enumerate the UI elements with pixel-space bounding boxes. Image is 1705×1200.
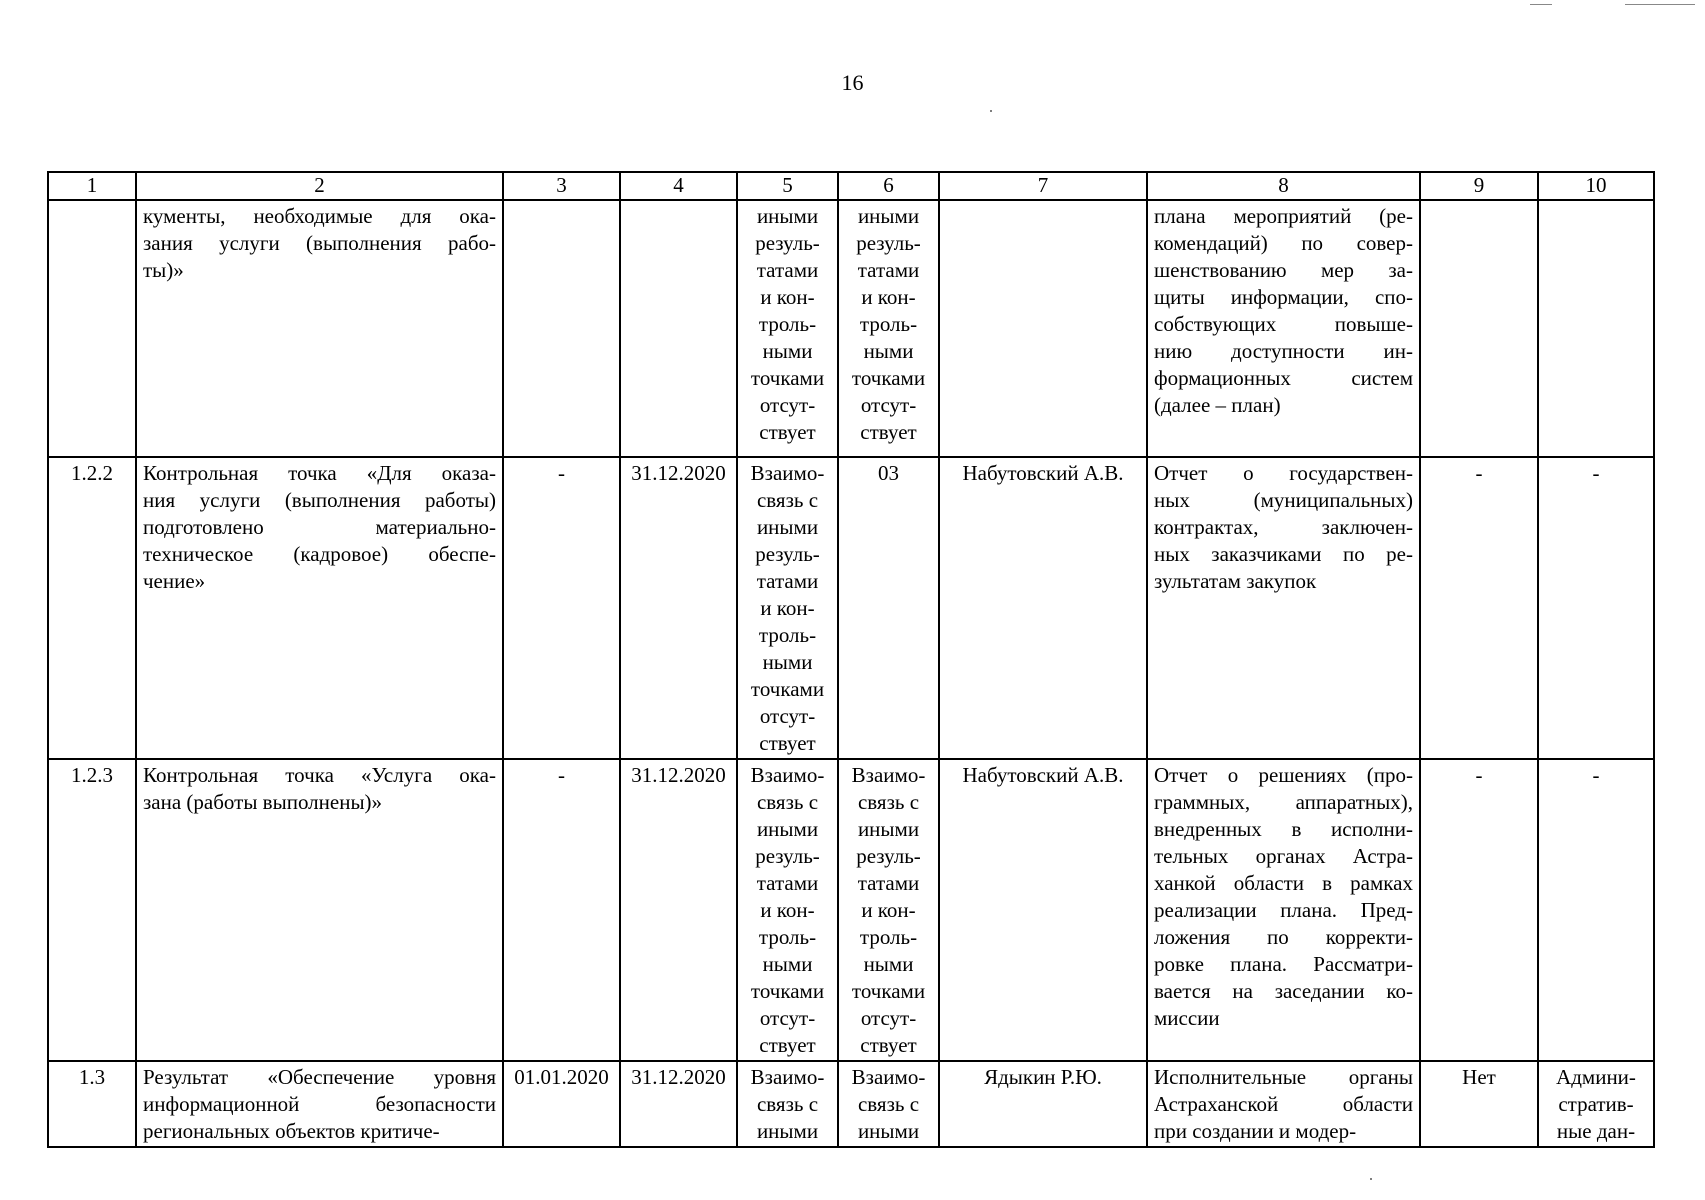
column-header: 1 (48, 172, 136, 200)
successor-cell (838, 457, 939, 759)
cell-text-line: и кон- (760, 596, 815, 620)
cell-text-line: связь с (756, 790, 819, 814)
description-cell (136, 457, 503, 759)
cell-text-line: плана мероприятий (ре- (1154, 204, 1413, 228)
cell-text-line: (далее – план) (1154, 393, 1281, 417)
cell-text-line: и кон- (760, 898, 815, 922)
cell-text: 31.12.2020 (631, 461, 726, 485)
description-cell (136, 759, 503, 1061)
item-number-cell (48, 200, 136, 457)
cell-text: - (558, 461, 565, 485)
plan-table (47, 171, 1655, 1148)
column-header: 3 (503, 172, 620, 200)
document-cell (1147, 457, 1420, 759)
cell-text: 1.2.2 (71, 461, 113, 485)
cell-text: - (1592, 763, 1600, 787)
cell-text-line: ложения по корректи- (1154, 925, 1413, 949)
cell-text-line: ствует (860, 1033, 917, 1057)
column-header: 5 (737, 172, 838, 200)
cell-text-line: кументы, необходимые для ока- (143, 204, 496, 228)
responsible-cell (939, 457, 1147, 759)
source-cell (1538, 457, 1654, 759)
cell-text-line: и кон- (760, 285, 815, 309)
cell-text-line: Контрольная точка «Услуга ока- (143, 763, 496, 787)
cell-text: 1.3 (78, 1065, 106, 1089)
responsible-cell (939, 759, 1147, 1061)
cell-text-line: ными (863, 339, 914, 363)
responsible-cell (939, 200, 1147, 457)
cell-text-line: внедренных в исполни- (1154, 817, 1413, 841)
cell-text-line: резуль- (755, 844, 820, 868)
cell-text-line: информационной безопасности (143, 1092, 496, 1116)
cell-text-line: татами (857, 871, 920, 895)
cell-text-line: контрактах, заключен- (1154, 515, 1413, 539)
cell-text-line: щиты информации, спо- (1154, 285, 1413, 309)
cell-text-line: Админи- (1556, 1065, 1636, 1089)
cell-text-line: отсут- (860, 1006, 917, 1030)
cell-text-line: резуль- (755, 542, 820, 566)
document-cell (1147, 759, 1420, 1061)
description-cell (136, 1061, 503, 1147)
cell-text-line: отсут- (860, 393, 917, 417)
cell-text-line: 03 (878, 461, 899, 485)
cell-text-line: и кон- (861, 285, 916, 309)
table-row (48, 200, 1654, 457)
predecessor-cell (737, 759, 838, 1061)
cell-text-line: троль- (859, 312, 918, 336)
column-header: 6 (838, 172, 939, 200)
scan-mark-top-right (1530, 4, 1552, 5)
cell-text-line: Контрольная точка «Для оказа- (143, 461, 496, 485)
cell-text-line: и кон- (861, 898, 916, 922)
cell-text-line: ханкой области в рамках (1154, 871, 1413, 895)
cell-text-line: Взаимо- (750, 461, 825, 485)
cell-text-line: ствует (759, 1033, 816, 1057)
cell-text: - (1475, 763, 1483, 787)
cell-text-line: тельных органах Астра- (1154, 844, 1413, 868)
cell-text-line: техническое (кадровое) обеспе- (143, 542, 496, 566)
predecessor-cell (737, 1061, 838, 1147)
page-number: 16 (841, 70, 864, 95)
cell-text-line: троль- (758, 312, 817, 336)
cell-text: - (1475, 461, 1483, 485)
cell-text-line: отсут- (759, 1006, 816, 1030)
item-number-cell (48, 1061, 136, 1147)
cell-text-line: связь с (756, 488, 819, 512)
end-date-cell (620, 457, 737, 759)
responsible-cell (939, 1061, 1147, 1147)
cell-text-line: связь с (857, 1092, 920, 1116)
scan-mark-top-right-2 (1625, 4, 1695, 5)
document-cell (1147, 200, 1420, 457)
cell-text-line: иными (857, 1119, 920, 1143)
cell-text: 01.01.2020 (514, 1065, 609, 1089)
cell-text-line: резуль- (755, 231, 820, 255)
start-date-cell (503, 457, 620, 759)
column-header: 7 (939, 172, 1147, 200)
cell-text-line: ствует (860, 420, 917, 444)
cell-text-line: вается на заседании ко- (1154, 979, 1413, 1003)
column-header: 8 (1147, 172, 1420, 200)
cell-text-line: Взаимо- (851, 763, 926, 787)
table-row (48, 457, 1654, 759)
successor-cell (838, 200, 939, 457)
cell-text-line: подготовлено материально- (143, 515, 496, 539)
cell-text: - (1592, 461, 1600, 485)
column-header: 4 (620, 172, 737, 200)
cell-text-line: иными (857, 817, 920, 841)
cell-text-line: Отчет о решениях (про- (1154, 763, 1413, 787)
cell-text-line: резуль- (856, 231, 921, 255)
source-cell (1538, 200, 1654, 457)
column-header: 2 (136, 172, 503, 200)
cell-text: Ядыкин Р.Ю. (984, 1065, 1102, 1089)
cell-text-line: точками (750, 979, 825, 1003)
cell-text-line: ствует (759, 420, 816, 444)
cell-text-line: ния услуги (выполнения работы) (143, 488, 496, 512)
cell-text-line: Отчет о государствен- (1154, 461, 1413, 485)
cell-text-line: комендаций) по совер- (1154, 231, 1413, 255)
cell-text-line: ровке плана. Рассматри- (1154, 952, 1413, 976)
indicator-cell (1420, 457, 1538, 759)
start-date-cell (503, 759, 620, 1061)
cell-text-line: Взаимо- (851, 1065, 926, 1089)
cell-text-line: зана (работы выполнены)» (143, 790, 383, 814)
cell-text-line: татами (756, 871, 819, 895)
cell-text-line: точками (750, 677, 825, 701)
cell-text-line: зания услуги (выполнения рабо- (143, 231, 496, 255)
predecessor-cell (737, 457, 838, 759)
cell-text-line: связь с (857, 790, 920, 814)
cell-text-line: Результат «Обеспечение уровня (143, 1065, 496, 1089)
cell-text-line: связь с (756, 1092, 819, 1116)
cell-text-line: отсут- (759, 704, 816, 728)
column-header: 9 (1420, 172, 1538, 200)
cell-text-line: Исполнительные органы (1154, 1065, 1413, 1089)
cell-text-line: ными (762, 650, 813, 674)
cell-text-line: реализации плана. Пред- (1154, 898, 1413, 922)
scan-speck (990, 110, 992, 112)
table-header-row (48, 172, 1654, 200)
cell-text-line: региональных объектов критиче- (143, 1119, 440, 1143)
cell-text-line: отсут- (759, 393, 816, 417)
cell-text-line: ты)» (143, 258, 184, 282)
cell-text-line: граммных, аппаратных), (1154, 790, 1413, 814)
cell-text-line: Взаимо- (750, 1065, 825, 1089)
end-date-cell (620, 759, 737, 1061)
cell-text-line: точками (851, 979, 926, 1003)
cell-text-line: татами (857, 258, 920, 282)
cell-text-line: иными (756, 204, 819, 228)
cell-text-line: троль- (859, 925, 918, 949)
cell-text-line: при создании и модер- (1154, 1119, 1357, 1143)
cell-text-line: формационных систем (1154, 366, 1413, 390)
cell-text-line: шенствованию мер за- (1154, 258, 1413, 282)
cell-text-line: ными (762, 339, 813, 363)
start-date-cell (503, 200, 620, 457)
cell-text-line: собствующих повыше- (1154, 312, 1413, 336)
scan-speck (1370, 1178, 1372, 1180)
cell-text-line: иными (857, 204, 920, 228)
document-cell (1147, 1061, 1420, 1147)
cell-text-line: нию доступности ин- (1154, 339, 1413, 363)
cell-text-line: троль- (758, 623, 817, 647)
cell-text-line: чение» (143, 569, 206, 593)
cell-text: 1.2.3 (71, 763, 113, 787)
start-date-cell (503, 1061, 620, 1147)
cell-text-line: точками (851, 366, 926, 390)
source-cell (1538, 1061, 1654, 1147)
cell-text-line: ными (762, 952, 813, 976)
cell-text: Нет (1462, 1065, 1496, 1089)
cell-text-line: ные дан- (1556, 1119, 1636, 1143)
cell-text-line: троль- (758, 925, 817, 949)
cell-text-line: ствует (759, 731, 816, 755)
cell-text-line: Взаимо- (750, 763, 825, 787)
cell-text-line: иными (756, 817, 819, 841)
cell-text-line: миссии (1154, 1006, 1220, 1030)
cell-text: 31.12.2020 (631, 1065, 726, 1089)
indicator-cell (1420, 200, 1538, 457)
cell-text-line: татами (756, 569, 819, 593)
cell-text-line: татами (756, 258, 819, 282)
cell-text-line: резуль- (856, 844, 921, 868)
column-header: 10 (1538, 172, 1654, 200)
table-row (48, 759, 1654, 1061)
cell-text-line: иными (756, 1119, 819, 1143)
cell-text: Набутовский А.В. (962, 461, 1124, 485)
item-number-cell (48, 759, 136, 1061)
source-cell (1538, 759, 1654, 1061)
end-date-cell (620, 200, 737, 457)
cell-text-line: иными (756, 515, 819, 539)
cell-text-line: зультатам закупок (1154, 569, 1317, 593)
cell-text-line: ных (муниципальных) (1154, 488, 1413, 512)
cell-text: - (558, 763, 565, 787)
cell-text-line: ными (863, 952, 914, 976)
description-cell (136, 200, 503, 457)
successor-cell (838, 1061, 939, 1147)
cell-text-line: стратив- (1558, 1092, 1634, 1116)
item-number-cell (48, 457, 136, 759)
cell-text: Набутовский А.В. (962, 763, 1124, 787)
cell-text-line: Астраханской области (1154, 1092, 1413, 1116)
successor-cell (838, 759, 939, 1061)
cell-text-line: точками (750, 366, 825, 390)
table-row (48, 1061, 1654, 1147)
cell-text: 31.12.2020 (631, 763, 726, 787)
indicator-cell (1420, 1061, 1538, 1147)
predecessor-cell (737, 200, 838, 457)
cell-text-line: ных заказчиками по ре- (1154, 542, 1413, 566)
indicator-cell (1420, 759, 1538, 1061)
end-date-cell (620, 1061, 737, 1147)
